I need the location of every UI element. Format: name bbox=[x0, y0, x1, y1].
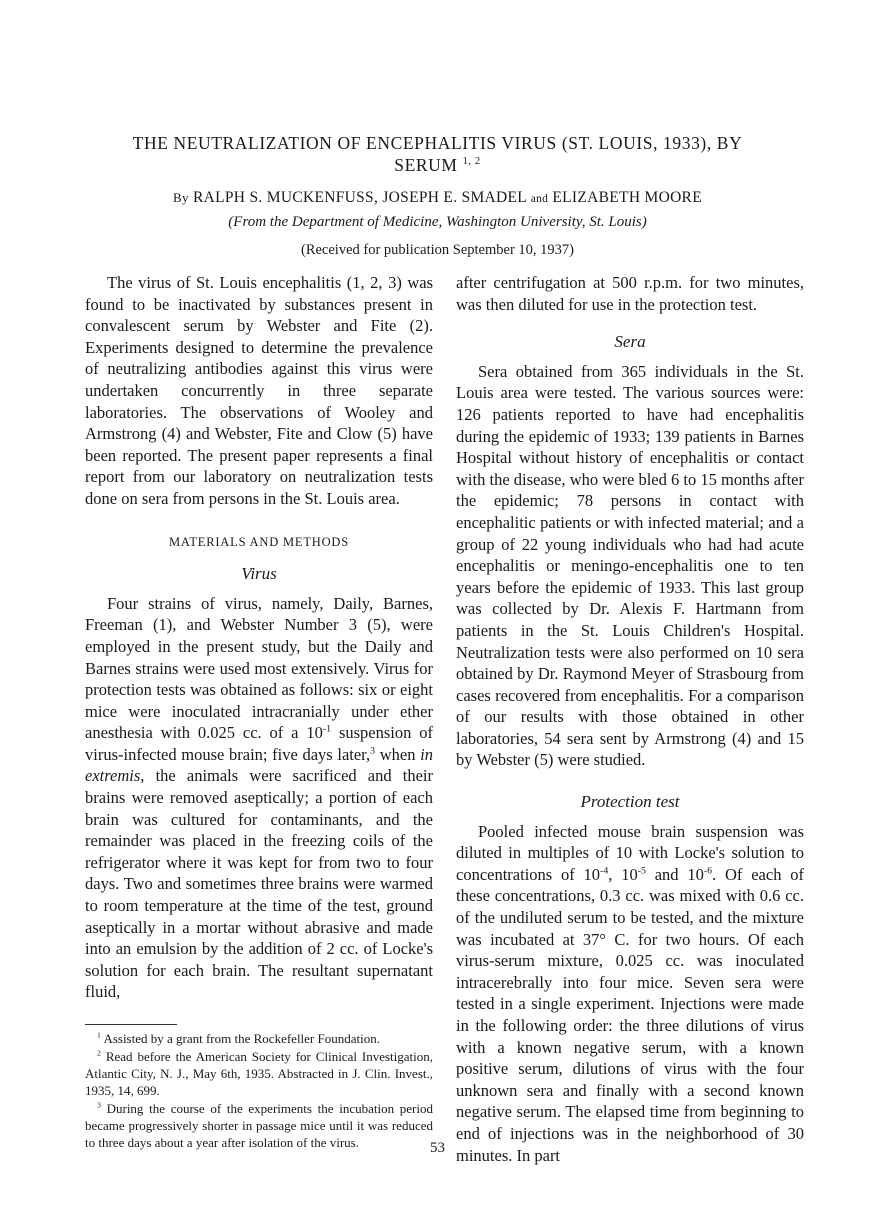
protection-test-heading: Protection test bbox=[580, 792, 680, 812]
author-by: By bbox=[173, 190, 189, 205]
footnote-1 bbox=[85, 1030, 433, 1047]
author-names-2: ELIZABETH MOORE bbox=[552, 189, 702, 206]
footnote-1-mark: 1 bbox=[97, 1030, 101, 1040]
protection-exp-1: -4 bbox=[600, 865, 609, 877]
protection-sep-1: , 10 bbox=[608, 864, 638, 884]
protection-text-a: Pooled infected mouse brain suspension was diluted in multiples of 10 with Locke's solution to concentrations of 10 bbox=[456, 821, 804, 884]
intro-paragraph: The virus of St. Louis encephalitis (1, 2, 3) was found to be inactivated by substances present in convalescent serum by Webster and Fite (2). Experiments designed to determine the prevalence of neutralizing antibodies against this virus were undertaken concurrently in three separate laboratories. The observations of Wooley and Armstrong (4) and Webster, Fite and Clow (5) have been reported. The present paper represents a final report from our laboratory on neutralization tests done on sera from persons in the St. Louis area. bbox=[85, 273, 433, 508]
sera-paragraph: Sera obtained from 365 individuals in the St. Louis area were tested. The various sources were: 126 patients reported to have had encephalitis during the epidemic of 1933; 139 patients in Barnes Hospital without history of encephalitis or contact with the disease, who were bled 6 to 15 months after the epidemic; 78 persons in contact with encephalitic patients or with infected material; and a group of 22 young individuals who had had acute encephalitis or meningo-encephalitis one to ten years before the epidemic of 1933. This last group was collected by Dr. Alexis F. Hartmann from patients in the St. Louis Children's Hospital. Neutralization tests were also performed on 10 sera obtained by Dr. Raymond Meyer of Strasbourg from cases recovered from encephalitis. For a comparison of our results with those obtained in other laboratories, 54 sera sent by Armstrong (4) and 15 by Webster (5) were studied. bbox=[456, 361, 804, 770]
article-title-text: THE NEUTRALIZATION OF ENCEPHALITIS VIRUS (ST. LOUIS, 1933), BY SERUM bbox=[132, 133, 743, 175]
page-number: 53 bbox=[430, 1140, 445, 1156]
protection-paragraph bbox=[456, 821, 804, 1167]
virus-heading: Virus bbox=[241, 564, 277, 584]
virus-text-a: Four strains of virus, namely, Daily, Barnes, Freeman (1), and Webster Number 3 (5), were employed in the present study, but the Daily and Barnes strains were used most extensively. Virus for protection tests was obtained as follows: six or eight mice were inoculated intracranially under ether anesthesia with 0.025 cc. of a 10 bbox=[85, 593, 433, 743]
author-and: and bbox=[530, 193, 549, 205]
virus-text-b: suspension of virus-infected mouse brain; five days later, bbox=[85, 723, 433, 764]
received-date: (Received for publication September 10, 1937) bbox=[300, 242, 574, 258]
virus-text-d: the animals were sacrificed and their brains were removed aseptically; a portion of each brain was cultured for contaminants, and the remainder was placed in the freezing coils of the refrigerator where it was kept for from two to four days. Two and sometimes three brains were warmed to room temperature at the time of the test, ground aseptically in a mortar without abrasive and made into an emulsion by the addition of 2 cc. of Locke's solution for each brain. The resultant supernatant fluid, bbox=[85, 766, 433, 1002]
article-title bbox=[120, 132, 755, 176]
protection-text-b: . Of each of these concentrations, 0.3 cc. was mixed with 0.6 cc. of the undiluted serum to be tested, and the mixture was incubated at 37° C. for two hours. Of each virus-serum mixture, 0.025 cc. was inoculated intracerebrally into four mice. Seven sera were tested in a single experiment. Injections were made in the following order: the three dilutions of virus with a known negative serum, with a known positive serum, dilutions of virus with the four unknown sera and finally with a second known negative serum. The elapsed time from beginning to end of injections was in the neighborhood of 30 minutes. In part bbox=[456, 864, 804, 1165]
footnote-2-text: Read before the American Society for Clinical Investigation, Atlantic City, N. J., May 6th, 1935. Abstracted in J. Clin. Invest., 1935, 14, 699. bbox=[85, 1049, 433, 1098]
protection-exp-2: -5 bbox=[637, 865, 646, 877]
virus-text-c: when bbox=[375, 744, 421, 764]
author-line bbox=[40, 188, 835, 209]
footnote-2-mark: 2 bbox=[97, 1048, 101, 1058]
footnote-3-mark: 3 bbox=[97, 1100, 101, 1110]
title-footnote-marks: 1, 2 bbox=[462, 156, 481, 168]
sera-heading: Sera bbox=[614, 332, 646, 352]
materials-methods-heading: MATERIALS AND METHODS bbox=[168, 534, 349, 549]
footnote-1-text: Assisted by a grant from the Rockefeller Foundation. bbox=[100, 1031, 380, 1046]
author-names-1: RALPH S. MUCKENFUSS, JOSEPH E. SMADEL bbox=[192, 189, 527, 206]
left-column bbox=[85, 272, 433, 1003]
footnote-3-text: During the course of the experiments the incubation period became progressively shorter in passage mice until it was reduced to three days about a year after isolation of the virus. bbox=[85, 1101, 433, 1150]
footnotes bbox=[85, 1030, 433, 1152]
protection-exp-3: -6 bbox=[703, 865, 713, 877]
virus-exponent: -1 bbox=[322, 723, 332, 735]
footnote-2 bbox=[85, 1048, 433, 1099]
virus-continued: after centrifugation at 500 r.p.m. for two minutes, was then diluted for use in the protection test. bbox=[456, 273, 804, 314]
affiliation: (From the Department of Medicine, Washington University, St. Louis) bbox=[228, 214, 647, 230]
virus-paragraph bbox=[85, 593, 433, 1003]
footnote-ref-3: 3 bbox=[370, 745, 376, 757]
footnote-rule bbox=[85, 1024, 177, 1025]
virus-italic: in extremis, bbox=[85, 744, 433, 786]
right-column bbox=[456, 272, 804, 1166]
protection-sep-2: and 10 bbox=[645, 864, 704, 884]
